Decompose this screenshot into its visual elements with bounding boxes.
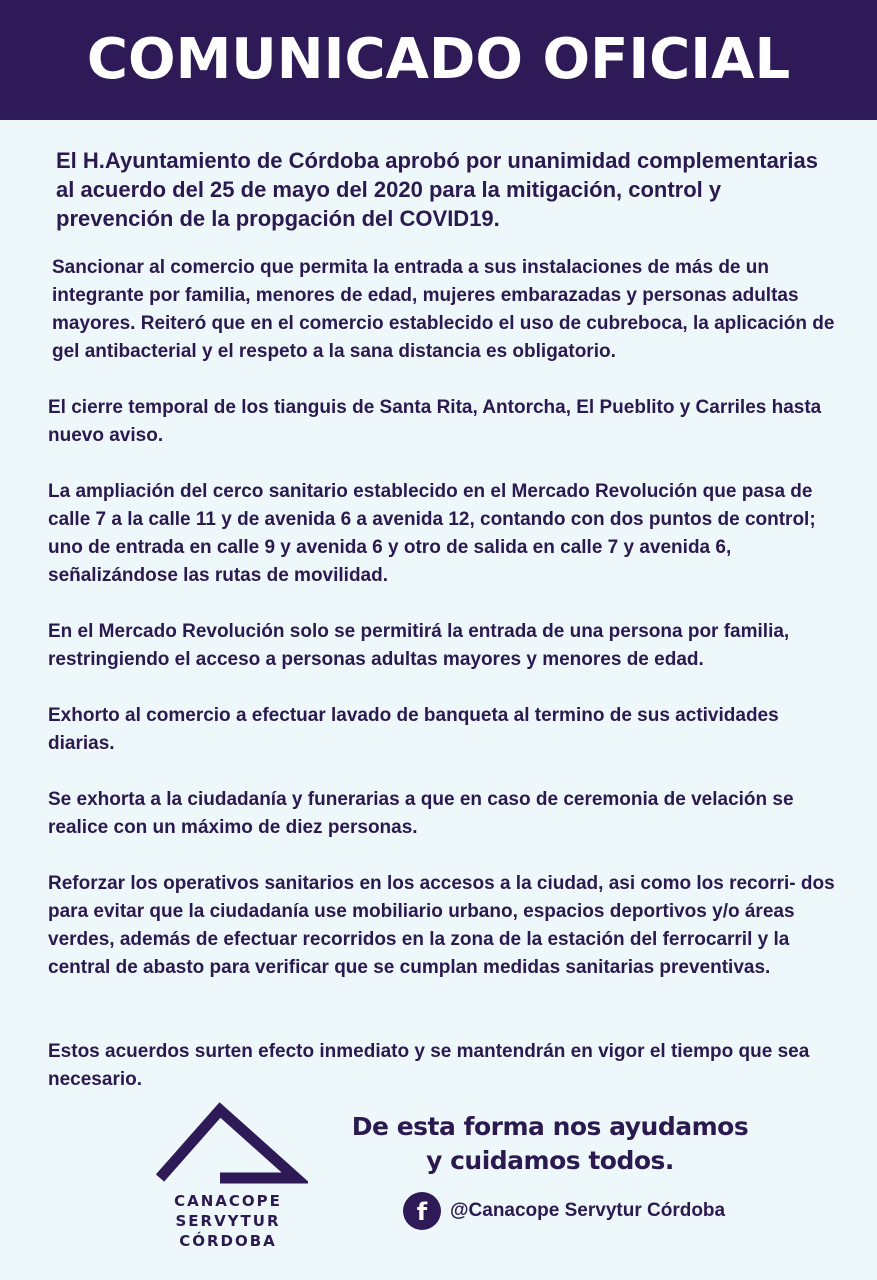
facebook-icon[interactable]: f (403, 1192, 441, 1230)
intro-paragraph: El H.Ayuntamiento de Córdoba aprobó por unanimidad complementarias al acuerdo del 25 de mayo del 2020 para la mitigación, control y prevención de la propgación del COVID19. (56, 148, 818, 231)
agreement-item: Se exhorta a la ciudadanía y funerarias a que en caso de ceremonia de velación se realice con un máximo de diez personas. (48, 789, 794, 838)
slogan-line: De esta forma nos ayudamos (351, 1112, 749, 1141)
logo-text-line: CÓRDOBA (179, 1232, 277, 1250)
agreement-item: Estos acuerdos surten efecto inmediato y se mantendrán en vigor el tiempo que sea necesario. (48, 1041, 810, 1090)
slogan-line: y cuidamos todos. (426, 1146, 674, 1175)
agreement-item: Sancionar al comercio que permita la entrada a sus instalaciones de más de un integrante por familia, menores de edad, mujeres embarazadas y personas adultas mayores. Reiteró que en el comercio establecido el uso de cubreboca, la aplicación de gel antibacterial y el respeto a la sana distancia es obligatorio. (52, 257, 835, 362)
agreement-item: Reforzar los operativos sanitarios en los accesos a la ciudad, asi como los recorri- dos para evitar que la ciudadanía use mobiliario urbano, espacios deportivos y/o áreas verdes, además de efectuar recorridos en la zona de la estación del ferrocarril y la central de abasto para verificar que se cumplan medidas sanitarias preventivas. (48, 873, 835, 978)
logo-text-line: CANACOPE (174, 1192, 282, 1210)
agreement-item: En el Mercado Revolución solo se permitirá la entrada de una persona por familia, restringiendo el acceso a personas adultas mayores y menores de edad. (48, 621, 790, 670)
agreement-item: La ampliación del cerco sanitario establecido en el Mercado Revolución que pasa de calle 7 a la calle 11 y de avenida 6 a avenida 12, contando con dos puntos de control; uno de entrada en calle 9 y avenida 6 y otro de salida en calle 7 y avenida 6, señalizándose las rutas de movilidad. (48, 481, 816, 586)
agreement-item: Exhorto al comercio a efectuar lavado de banqueta al termino de sus actividades diarias. (48, 705, 779, 754)
house-roof-icon (148, 1100, 308, 1190)
logo-text-line: SERVYTUR (175, 1212, 281, 1230)
page-title: COMUNICADO OFICIAL (86, 27, 791, 92)
header-banner (0, 0, 877, 120)
canacope-logo (148, 1100, 308, 1260)
slogan (330, 1110, 770, 1178)
social-handle[interactable]: @Canacope Servytur Córdoba (450, 1200, 726, 1221)
agreement-item: El cierre temporal de los tianguis de Santa Rita, Antorcha, El Pueblito y Carriles hasta nuevo aviso. (48, 397, 822, 446)
